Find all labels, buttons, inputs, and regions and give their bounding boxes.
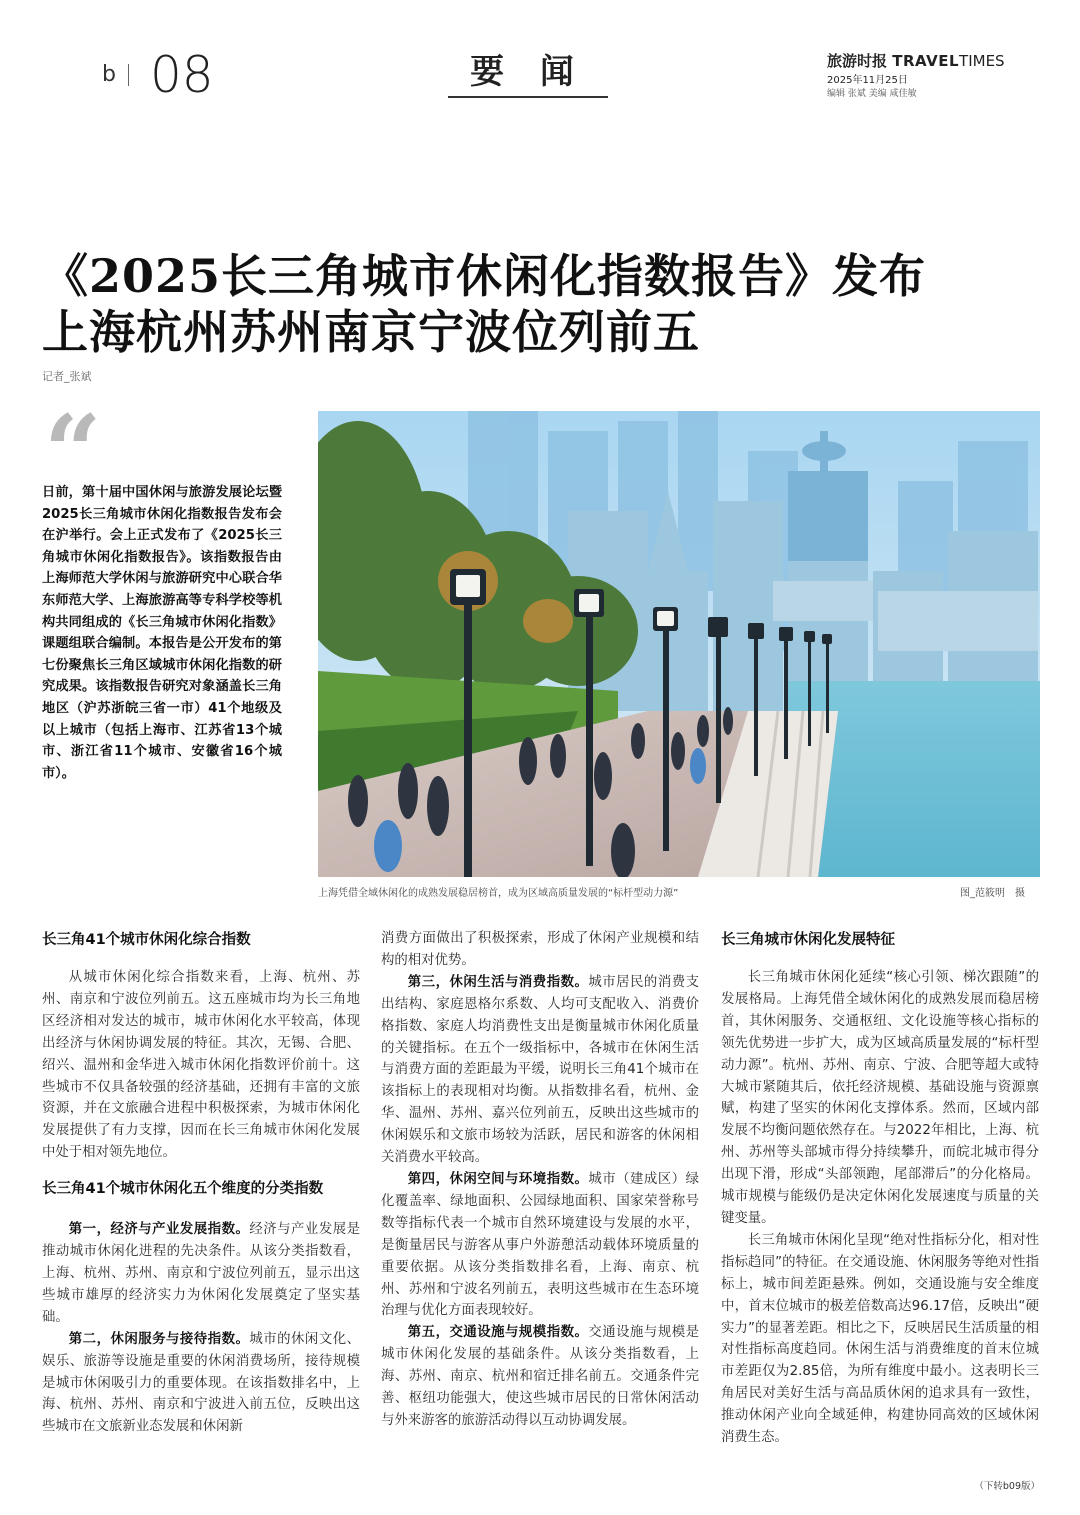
subheading-development-features: 长三角城市休闲化发展特征 — [721, 932, 895, 948]
paragraph-lead: 第三，休闲生活与消费指数。 — [407, 974, 589, 990]
paragraph-lead: 第五，交通设施与规模指数。 — [407, 1325, 589, 1341]
subheading-composite-index: 长三角41个城市休闲化综合指数 — [42, 932, 251, 948]
page-number: 08 — [150, 46, 214, 104]
brand-english-light: TIMES — [959, 52, 1005, 70]
paragraph-lead: 第二，休闲服务与接待指数。 — [68, 1331, 250, 1347]
paragraph-text: 城市居民的消费支出结构、家庭恩格尔系数、人均可支配收入、消费价格指数、家庭人均消费性支出是衡量城市休闲化质量的关键指标。在五个一级指标中，各城市在休闲生活与消费方面的差距最为平缓，说明长三角41个城市在该指标上的表现相对均衡。从指数排名看，杭州、金华、温州、苏州、嘉兴位列前五，反映出这些城市的休闲娱乐和文旅市场较为活跃，居民和游客的休闲相关消费水平较高。 — [381, 974, 699, 1166]
newspaper-brand — [827, 50, 1005, 71]
paragraph-text: 城市（建成区）绿化覆盖率、绿地面积、公园绿地面积、国家荣誉称号数等指标代表一个城市自然环境建设与发展的水平，是衡量居民与游客从事户外游憩活动载体环境质量的重要依据。从该分类指数排名看，上海、南京、杭州、苏州和宁波名列前五，表明这些城市在生态环境治理与优化方面表现较好。 — [381, 1171, 699, 1319]
header-separator — [128, 64, 129, 86]
editors-credit: 编辑 张斌 美编 咸佳敏 — [827, 89, 917, 99]
continued-on-page: （下转b09版） — [974, 1481, 1040, 1492]
reporter-byline: 记者_张斌 — [42, 370, 92, 383]
paragraph-text: 交通设施与规模是城市休闲化发展的基础条件。从该分类指数看，上海、苏州、南京、杭州和宿迁排名前五。交通条件完善、枢纽功能强大，使这些城市居民的日常休闲活动与外来游客的旅游活动得以互动协调发展。 — [381, 1325, 699, 1428]
photo-credit: 图_范筱明 摄 — [960, 888, 1025, 899]
paragraph — [381, 1322, 699, 1432]
paragraph — [381, 1169, 699, 1322]
headline-line-1: 《2025长三角城市休闲化指数报告》发布 — [42, 249, 927, 303]
brand-chinese: 旅游时报 — [827, 52, 888, 70]
paragraph — [381, 972, 699, 1169]
paragraph-text: 经济与产业发展是推动城市休闲化进程的先决条件。从该分类指数看，上海、杭州、苏州、南京和宁波位列前五，显示出这些城市雄厚的经济实力为休闲化发展奠定了坚实基础。 — [42, 1222, 360, 1325]
body-column-3 — [721, 928, 1039, 1449]
photo-caption: 上海凭借全域休闲化的成熟发展稳居榜首，成为区域高质量发展的“标杆型动力源” — [318, 888, 679, 899]
paragraph: 从城市休闲化综合指数来看，上海、杭州、苏州、南京和宁波位列前五。这五座城市均为长三角地区经济相对发达的城市，城市休闲化水平较高，体现出经济与休闲协调发展的特征。其次，无锡、合肥、绍兴、温州和金华进入城市休闲化指数评价前十。这些城市不仅具备较强的经济基础，还拥有丰富的文旅资源，并在文旅融合进程中积极探索，为城市休闲化发展提供了有力支撑，因而在长三角城市休闲化发展中处于相对领先地位。 — [42, 970, 360, 1161]
bund-riverside-photo — [318, 411, 1040, 877]
paragraph: 消费方面做出了积极探索，形成了休闲产业规模和结构的相对优势。 — [381, 931, 699, 968]
paragraph-text: 城市的休闲文化、娱乐、旅游等设施是重要的休闲消费场所，接待规模是城市休闲吸引力的重要体现。在该指数排名中，上海、杭州、苏州、南京和宁波进入前五位，反映出这些城市在文旅新业态发展和休闲新 — [42, 1331, 360, 1435]
section-letter: b — [102, 62, 118, 87]
brand-english-bold: TRAVEL — [892, 52, 960, 70]
quote-mark-icon: “ — [44, 393, 102, 511]
paragraph — [42, 1329, 360, 1439]
lead-paragraph: 日前，第十届中国休闲与旅游发展论坛暨2025长三角城市休闲化指数报告发布会在沪举行。会上正式发布了《2025长三角城市休闲化指数报告》。该指数报告由上海师范大学休闲与旅游研究中心联合华东师范大学、上海旅游高等专科学校等机构共同组成的《长三角城市休闲化指数》课题组联合编制。本报告是公开发布的第七份聚焦长三角区域城市休闲化指数的研究成果。该指数报告研究对象涵盖长三角地区（沪苏浙皖三省一市）41个地级及以上城市（包括上海市、江苏省13个城市、浙江省11个城市、安徽省16个城市）。 — [42, 485, 282, 781]
body-column-2 — [381, 928, 699, 1432]
section-title: 要 闻 — [470, 52, 586, 92]
headline-line-2: 上海杭州苏州南京宁波位列前五 — [42, 305, 700, 359]
paragraph: 长三角城市休闲化呈现“绝对性指标分化，相对性指标趋同”的特征。在交通设施、休闲服务等绝对性指标上，城市间差距悬殊。例如，交通设施与安全维度中，首末位城市的极差倍数高达96.17倍，反映出“硬实力”的显著差距。相比之下，反映居民生活质量的相对性指标高度趋同。休闲生活与消费维度的首末位城市差距仅为2.85倍，为所有维度中最小。这表明长三角居民对美好生活与高品质休闲的追求具有一致性，推动休闲产业向全域延伸，构建协同高效的区域休闲消费生态。 — [721, 1232, 1039, 1446]
section-underline — [448, 96, 608, 98]
paragraph-lead: 第一，经济与产业发展指数。 — [68, 1222, 250, 1238]
body-column-1 — [42, 928, 360, 1438]
paragraph-lead: 第四，休闲空间与环境指数。 — [407, 1171, 589, 1187]
paragraph: 长三角城市休闲化延续“核心引领、梯次跟随”的发展格局。上海凭借全域休闲化的成熟发展而稳居榜首，其休闲服务、交通枢纽、文化设施等核心指标的领先优势进一步扩大，成为区域高质量发展的“标杆型动力源”。杭州、苏州、南京、宁波、合肥等超大或特大城市紧随其后，依托经济规模、基础设施与资源禀赋，构建了坚实的休闲化支撑体系。然而，区域内部发展不均衡问题依然存在。与2022年相比，上海、杭州、苏州等头部城市得分持续攀升，而皖北城市得分出现下滑，形成“头部领跑，尾部滞后”的分化格局。城市规模与能级仍是决定休闲化发展速度与质量的关键变量。 — [721, 970, 1039, 1226]
subheading-dimension-index: 长三角41个城市休闲化五个维度的分类指数 — [42, 1181, 324, 1198]
issue-date: 2025年11月25日 — [827, 75, 908, 86]
paragraph — [42, 1219, 360, 1329]
